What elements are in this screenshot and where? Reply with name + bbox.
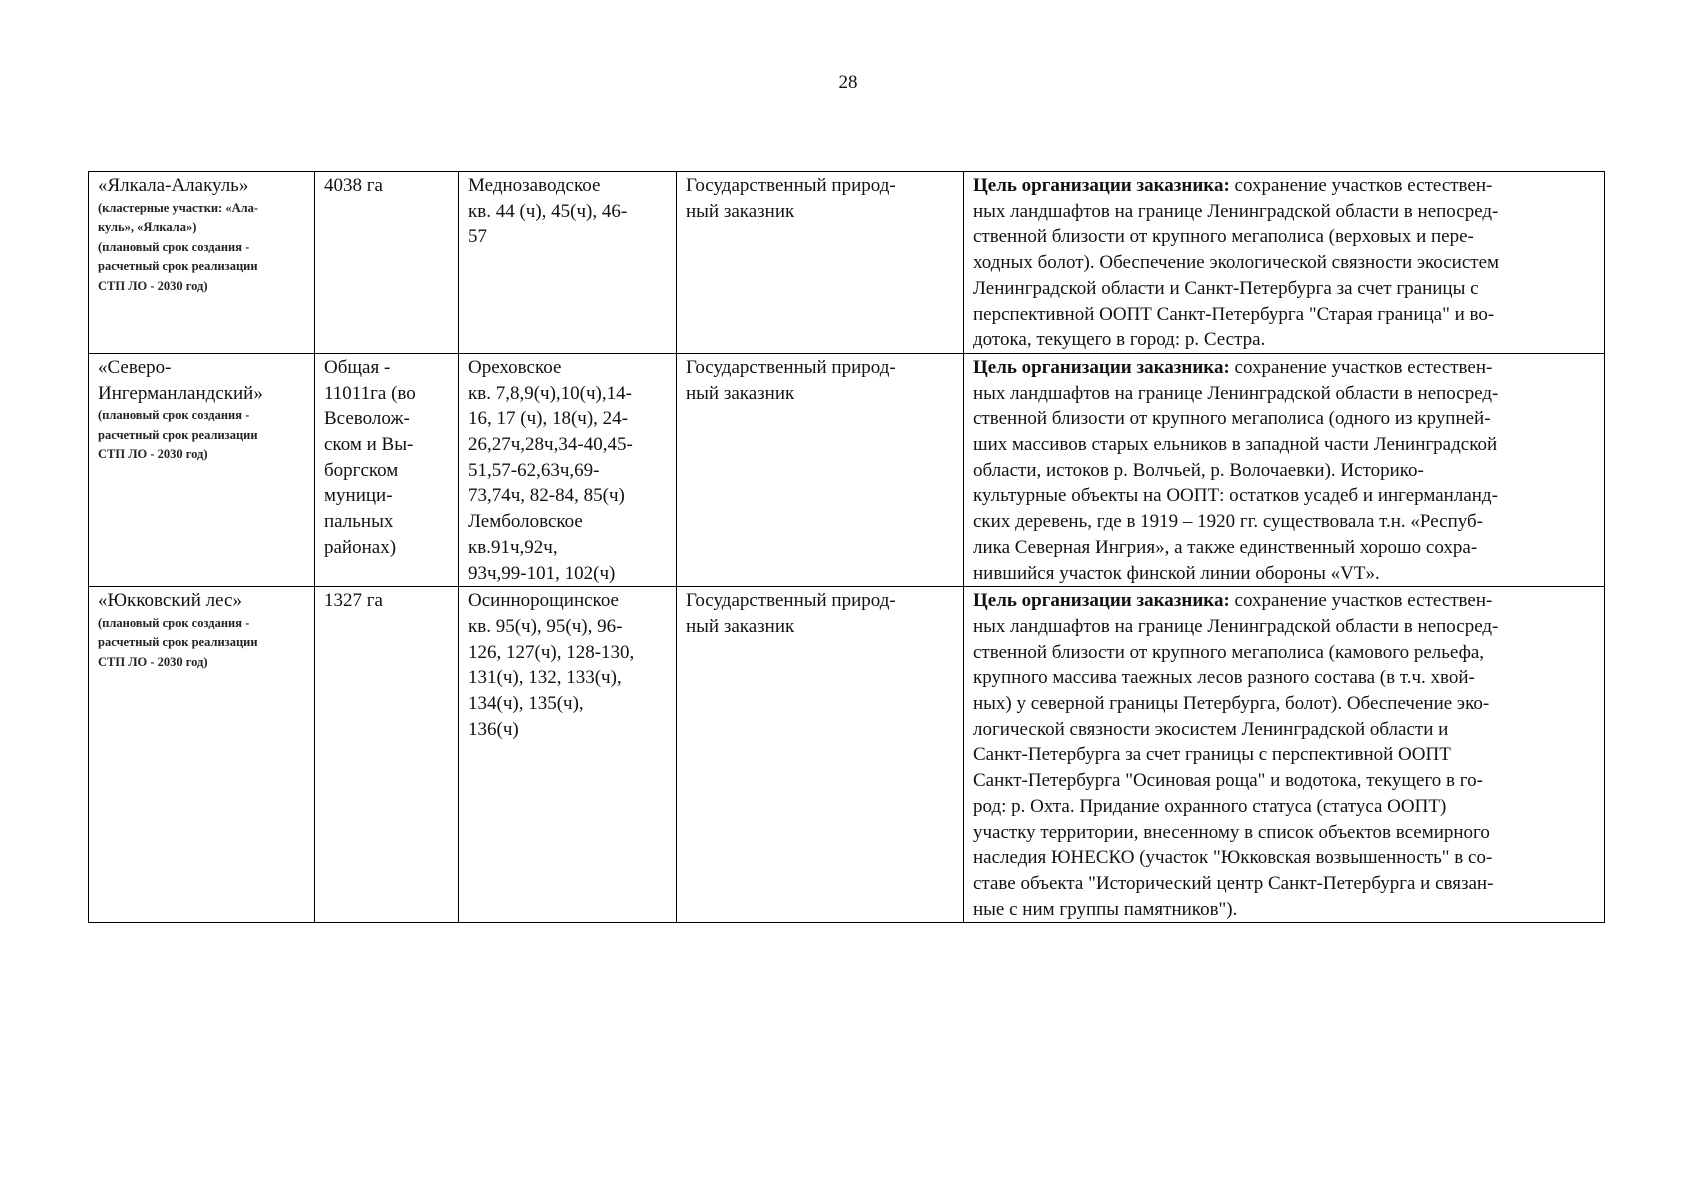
reserve-note: СТП ЛО - 2030 год) <box>98 278 208 293</box>
location-line: 134(ч), 135(ч), <box>468 693 584 715</box>
goal-line <box>973 614 1596 640</box>
location-line: 73,74ч, 82-84, 85(ч) <box>468 485 625 507</box>
goal-text: сохранение участков естествен- <box>1229 356 1493 378</box>
goal-text: ственной близости от крупного мегаполиса (верховых и пере- <box>973 226 1474 248</box>
area-line: районах) <box>324 536 397 558</box>
goal-line <box>973 199 1596 225</box>
goal-text: ших массивов старых ельников в западной части Ленинградской <box>973 434 1498 456</box>
goal-text: ственной близости от крупного мегаполиса (камового рельефа, <box>973 641 1485 663</box>
reserves-table <box>88 171 1605 923</box>
location-line: кв.91ч,92ч, <box>468 536 558 558</box>
goal-line <box>973 897 1596 923</box>
area-line: Общая - <box>324 356 391 378</box>
goal-label: Цель организации заказника: <box>973 175 1230 196</box>
goal-text: ных ландшафтов на границе Ленинградской области в непосред- <box>973 200 1499 222</box>
area-line: ском и Вы- <box>324 434 414 456</box>
area-line: Всеволож- <box>324 408 410 430</box>
goal-line <box>973 665 1596 691</box>
goal-line <box>973 640 1596 666</box>
table-row <box>89 353 1605 586</box>
goal-text: культурные объекты на ООПТ: остатков усадеб и ингерманланд- <box>973 485 1498 507</box>
goal-label: Цель организации заказника: <box>973 590 1230 612</box>
reserve-note: СТП ЛО - 2030 год) <box>98 447 208 462</box>
goal-line <box>973 768 1596 794</box>
location-line: 136(ч) <box>468 718 519 740</box>
location-cell <box>459 353 677 586</box>
location-line: 16, 17 (ч), 18(ч), 24- <box>468 408 628 430</box>
reserve-note: расчетный срок реализации <box>98 427 258 442</box>
reserve-note: СТП ЛО - 2030 год) <box>98 654 208 669</box>
goal-cell <box>964 353 1605 586</box>
reserve-note: (кластерные участки: «Ала- <box>98 200 259 215</box>
goal-text: Санкт-Петербурга "Осиновая роща" и водотока, текущего в го- <box>973 770 1483 792</box>
reserve-name-cell <box>89 172 315 354</box>
reserve-note: (плановый срок создания - <box>98 408 250 423</box>
goal-line <box>973 535 1596 561</box>
goal-text: ственной близости от крупного мегаполиса (одного из крупней- <box>973 408 1491 430</box>
area-line: муници- <box>324 485 393 507</box>
category-cell <box>677 172 964 354</box>
reserve-name-cell <box>89 587 315 923</box>
location-line: 93ч,99-101, 102(ч) <box>468 562 616 584</box>
goal-line <box>973 355 1596 381</box>
location-line: кв. 44 (ч), 45(ч), 46- <box>468 200 628 222</box>
goal-text: логической связности экосистем Ленинградской области и <box>973 718 1449 740</box>
reserve-note: расчетный срок реализации <box>98 635 258 650</box>
category-line: Государственный природ- <box>686 356 896 378</box>
goal-text: ных ландшафтов на границе Ленинградской области в непосред- <box>973 382 1499 404</box>
reserve-name: «Северо- <box>98 356 172 378</box>
goal-text: ных) у северной границы Петербурга, болот). Обеспечение эко- <box>973 693 1490 715</box>
area-line: 1327 га <box>324 590 383 612</box>
goal-line <box>973 820 1596 846</box>
area-line: 4038 га <box>324 175 383 196</box>
location-line: Лемболовское <box>468 511 583 533</box>
goal-line <box>973 845 1596 871</box>
location-line: Ореховское <box>468 356 562 378</box>
reserve-name: «Ялкала-Алакуль» <box>98 175 249 196</box>
goal-text: участку территории, внесенному в список объектов всемирного <box>973 821 1490 843</box>
category-line: ный заказник <box>686 615 795 637</box>
area-cell <box>315 353 459 586</box>
location-line: кв. 95(ч), 95(ч), 96- <box>468 615 623 637</box>
goal-text: род: р. Охта. Придание охранного статуса (статуса ООПТ) <box>973 795 1447 817</box>
goal-line <box>973 509 1596 535</box>
goal-line <box>973 794 1596 820</box>
reserve-name-cell <box>89 353 315 586</box>
goal-line <box>973 717 1596 743</box>
goal-line <box>973 381 1596 407</box>
location-line: Осиннорощинское <box>468 590 619 612</box>
goal-text: ные с ним группы памятников"). <box>973 898 1238 920</box>
goal-line <box>973 742 1596 768</box>
goal-text: ных ландшафтов на границе Ленинградской области в непосред- <box>973 615 1499 637</box>
area-line: боргском <box>324 459 399 481</box>
goal-line <box>973 250 1596 276</box>
location-cell <box>459 587 677 923</box>
goal-line <box>973 327 1596 353</box>
area-cell <box>315 172 459 354</box>
goal-text: сохранение участков естествен- <box>1229 590 1493 612</box>
reserve-note: куль», «Ялкала») <box>98 220 197 235</box>
reserve-name: «Юкковский лес» <box>98 590 242 612</box>
table-row <box>89 172 1605 354</box>
goal-line <box>973 432 1596 458</box>
goal-line <box>973 871 1596 897</box>
goal-text: наследия ЮНЕСКО (участок "Юкковская возвышенность" в со- <box>973 847 1493 869</box>
category-cell <box>677 587 964 923</box>
reserve-note: (плановый срок создания - <box>98 239 250 254</box>
category-line: ный заказник <box>686 200 795 222</box>
goal-line <box>973 588 1596 614</box>
location-line: Меднозаводское <box>468 175 601 196</box>
location-line: 131(ч), 132, 133(ч), <box>468 667 622 689</box>
location-line: кв. 7,8,9(ч),10(ч),14- <box>468 382 632 404</box>
table-row <box>89 587 1605 923</box>
goal-line <box>973 458 1596 484</box>
goal-text: ских деревень, где в 1919 – 1920 гг. существовала т.н. «Респуб- <box>973 511 1483 533</box>
goal-line <box>973 173 1596 199</box>
goal-text: ставе объекта "Исторический центр Санкт-Петербурга и связан- <box>973 872 1494 894</box>
location-line: 126, 127(ч), 128-130, <box>468 641 635 663</box>
goal-text: дотока, текущего в город: р. Сестра. <box>973 329 1266 351</box>
reserve-note: (плановый срок создания - <box>98 615 250 630</box>
page-number: 28 <box>838 72 858 93</box>
location-line: 51,57-62,63ч,69- <box>468 459 600 481</box>
goal-text: области, истоков р. Волчьей, р. Волочаевки). Историко- <box>973 459 1424 481</box>
goal-text: сохранение участков естествен- <box>1229 175 1493 196</box>
goal-cell <box>964 172 1605 354</box>
goal-text: лика Северная Ингрия», а также единственный хорошо сохра- <box>973 536 1478 558</box>
goal-line <box>973 691 1596 717</box>
goal-line <box>973 302 1596 328</box>
category-line: ный заказник <box>686 382 795 404</box>
goal-text: Санкт-Петербурга за счет границы с перспективной ООПТ <box>973 744 1451 766</box>
goal-line <box>973 224 1596 250</box>
goal-line <box>973 406 1596 432</box>
reserve-note: расчетный срок реализации <box>98 259 258 274</box>
area-line: пальных <box>324 511 394 533</box>
location-cell <box>459 172 677 354</box>
location-line: 57 <box>468 226 487 248</box>
goal-text: крупного массива таежных лесов разного состава (в т.ч. хвой- <box>973 667 1475 689</box>
category-line: Государственный природ- <box>686 175 896 196</box>
goal-text: перспективной ООПТ Санкт-Петербурга "Старая граница" и во- <box>973 303 1495 325</box>
area-cell <box>315 587 459 923</box>
category-line: Государственный природ- <box>686 590 896 612</box>
goal-line <box>973 483 1596 509</box>
category-cell <box>677 353 964 586</box>
location-line: 26,27ч,28ч,34-40,45- <box>468 434 633 456</box>
reserve-name: Ингерманландский» <box>98 382 263 404</box>
goal-line <box>973 561 1596 587</box>
area-line: 11011га (во <box>324 382 416 404</box>
goal-text: Ленинградской области и Санкт-Петербурга за счет границы с <box>973 277 1479 299</box>
goal-label: Цель организации заказника: <box>973 356 1230 378</box>
goal-text: ходных болот). Обеспечение экологической связности экосистем <box>973 252 1500 274</box>
reserves-table-body <box>89 172 1605 923</box>
goal-text: нившийся участок финской линии обороны «VT». <box>973 562 1380 584</box>
goal-cell <box>964 587 1605 923</box>
goal-line <box>973 276 1596 302</box>
